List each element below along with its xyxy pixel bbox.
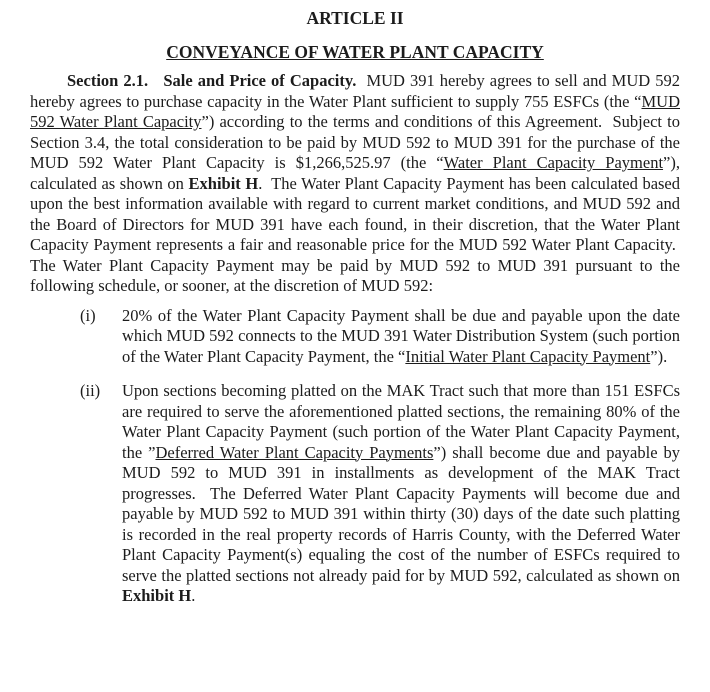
defined-term: Water Plant Capacity Payment bbox=[443, 153, 664, 172]
text-run: ”), calculated as shown on bbox=[30, 153, 680, 193]
text-run: ”) according to the terms and conditions of this Agreement. Subject to Section 3.4, the total consideration to be paid by MUD 592 to MUD 391 for the purchase of the MUD 592 Water Plant Capacity is $1,266,525.97 (the “ bbox=[30, 112, 680, 172]
text-run bbox=[148, 71, 163, 90]
schedule-item bbox=[30, 381, 680, 607]
article-title: ARTICLE II bbox=[306, 8, 404, 28]
text-run: 20% of the Water Plant Capacity Payment shall be due and payable upon the date which MUD 592 connects to the MUD 391 Water Distribution System (such portion of the Water Plant Capacity Payment, the “ bbox=[122, 305, 680, 366]
defined-term: Deferred Water Plant Capacity Payments bbox=[155, 442, 434, 462]
bold-text-run: Exhibit H bbox=[122, 586, 192, 605]
bold-text-run: Exhibit H bbox=[188, 173, 259, 193]
bold-text-run: Sale and Price of Capacity. bbox=[163, 71, 357, 90]
text-run: MUD 391 hereby agrees to sell and MUD 592 hereby agrees to purchase capacity in the Water Plant sufficient to supply 755 ESFCs (the “ bbox=[30, 71, 680, 111]
text-run: ”) shall become due and payable by MUD 592 to MUD 391 in installments as development of the MAK Tract progresses. The Deferred Water Plant Capacity Payments will become due and payable by MUD 592 to MUD 391 within thirty (30) days of the date such platting is recorded in the real property records of Harris County, with the Deferred Water Plant Capacity Payment(s) equaling the cost of the number of ESFCs required to serve the platted sections not already paid for by MUD 592, calculated as shown on bbox=[122, 442, 680, 585]
text-run: Upon sections becoming platted on the MAK Tract such that more than 151 ESFCs are required to serve the aforementioned platted sections, the remaining 80% of the Water Plant Capacity Payment (such portion of the Water Plant Capacity Payment, the ” bbox=[122, 381, 680, 462]
schedule-item-text bbox=[122, 306, 680, 368]
schedule-item bbox=[30, 306, 680, 368]
schedule-item-text bbox=[122, 381, 680, 607]
text-run: . bbox=[191, 586, 196, 605]
text-run: . The Water Plant Capacity Payment has been calculated based upon the best information available with regard to current market conditions, and MUD 592 and the Board of Directors for MUD 391 have each found, in their discretion, that the Water Plant Capacity Payment represents a fair and reasonable price for the MUD 592 Water Plant Capacity. The Water Plant Capacity Payment may be paid by MUD 592 to MUD 391 pursuant to the following schedule, or sooner, at the discretion of MUD 592: bbox=[30, 173, 681, 295]
bold-text-run: Section 2.1. bbox=[67, 71, 149, 90]
schedule-item-marker: (ii) bbox=[80, 381, 101, 400]
section-2-1-paragraph bbox=[30, 71, 680, 297]
schedule-item-marker: (i) bbox=[80, 305, 96, 325]
article-heading: CONVEYANCE OF WATER PLANT CAPACITY bbox=[166, 41, 544, 62]
text-run: ”). bbox=[650, 346, 668, 366]
defined-term: Initial Water Plant Capacity Payment bbox=[405, 346, 651, 366]
defined-term: MUD 592 Water Plant Capacity bbox=[30, 91, 680, 131]
payment-schedule-list bbox=[30, 306, 680, 607]
